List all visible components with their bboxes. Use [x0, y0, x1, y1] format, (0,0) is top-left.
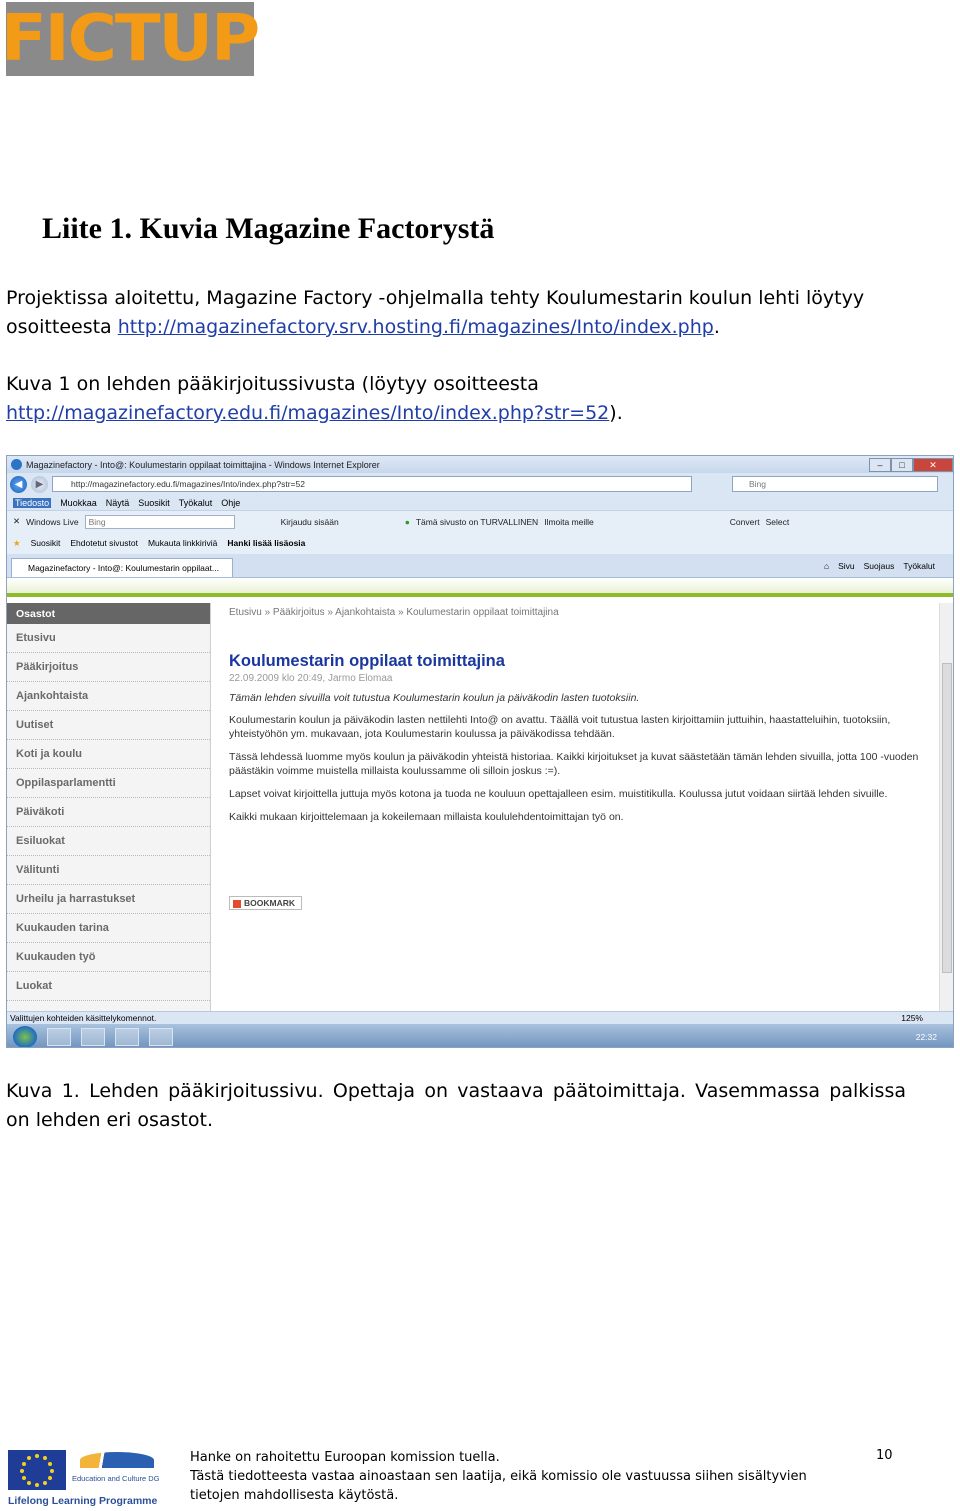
- page-number: 10: [876, 1448, 893, 1463]
- sidebar-item[interactable]: Kuukauden tarina: [7, 914, 210, 943]
- home-icon[interactable]: ⌂: [823, 561, 830, 571]
- star-icon: ★: [13, 537, 21, 548]
- status-bar: [7, 1011, 953, 1024]
- page-menu[interactable]: Sivu: [838, 561, 855, 571]
- taskbar: [7, 1024, 953, 1048]
- sidebar-item[interactable]: Välitunti: [7, 856, 210, 885]
- favorites-bar: [7, 532, 953, 554]
- menu-file[interactable]: Tiedosto: [15, 497, 50, 508]
- maximize-button[interactable]: □: [891, 458, 913, 472]
- figure-caption: Kuva 1. Lehden pääkirjoitussivu. Opettaja on vastaava päätoimittaja. Vasemmassa palkissa on lehden eri osastot.: [6, 1080, 906, 1131]
- article-paragraph: Koulumestarin koulun ja päiväkodin lasten nettilehti Into@ on avattu. Täällä voit tutustua lasten kirjoittamiin juttuihin, haastatteluihin, tuotoksiin, yhteistyöhön ym. mukavaan, jota Koulumestarin koulussa ja päiväkodissa tehdään.: [229, 714, 891, 740]
- sidebar-item[interactable]: Oppilasparlamentti: [7, 769, 210, 798]
- browser-tab[interactable]: Magazinefactory - Into@: Koulumestarin oppilaat...: [11, 558, 233, 577]
- menu-help[interactable]: Ohje: [221, 497, 241, 508]
- sidebar-item[interactable]: Kuukauden työ: [7, 943, 210, 972]
- window-title: Magazinefactory - Into@: Koulumestarin oppilaat toimittajina - Windows Internet Explorer: [26, 459, 380, 470]
- dg-logo: [72, 1450, 162, 1486]
- status-text: Valittujen kohteiden käsittelykomennot.: [10, 1013, 157, 1023]
- media-taskbar-icon[interactable]: [115, 1028, 139, 1046]
- live-toolbar: [7, 510, 953, 532]
- sections-sidebar: [7, 603, 211, 1011]
- menu-view[interactable]: Näytä: [105, 497, 130, 508]
- footer-text: [190, 1448, 850, 1505]
- folder-taskbar-icon[interactable]: [81, 1028, 105, 1046]
- bing-search-field[interactable]: Bing: [85, 515, 235, 529]
- intro-end: .: [713, 316, 720, 338]
- editorial-link[interactable]: http://magazinefactory.edu.fi/magazines/Into/index.php?str=52: [6, 402, 610, 424]
- close-button[interactable]: ✕: [913, 458, 953, 472]
- menu-edit[interactable]: Muokkaa: [60, 497, 97, 508]
- breadcrumb[interactable]: Etusivu » Pääkirjoitus » Ajankohtaista » Koulumestarin oppilaat toimittajina: [229, 607, 559, 618]
- sidebar-heading: Osastot: [7, 603, 210, 624]
- article-content: [229, 603, 941, 1011]
- search-input[interactable]: Bing: [732, 476, 938, 492]
- sidebar-item[interactable]: Esiluokat: [7, 827, 210, 856]
- article-paragraph: Lapset voivat kirjoittella juttuja myös kotona ja tuoda ne kouluun opettajalleen esim. muistitikulla. Koulussa jutut voidaan siirtää lehden sivuille.: [229, 788, 888, 800]
- safe-site-label[interactable]: Tämä sivusto on TURVALLINEN: [415, 516, 539, 527]
- sign-in-link[interactable]: Kirjaudu sisään: [280, 516, 339, 527]
- start-button[interactable]: [13, 1026, 37, 1048]
- menu-bar: [7, 495, 953, 510]
- intro-paragraph: [6, 284, 946, 342]
- report-link[interactable]: Ilmoita meille: [544, 516, 594, 527]
- sidebar-item[interactable]: Urheilu ja harrastukset: [7, 885, 210, 914]
- scroll-thumb[interactable]: [942, 663, 952, 973]
- bookmark-button[interactable]: BOOKMARK: [229, 896, 302, 910]
- fictup-logo: FICTUP: [1, 2, 259, 76]
- shield-icon: ●: [404, 516, 410, 527]
- intro-text: Projektissa aloitettu, Magazine Factory -ohjelmalla tehty Koulumestarin koulun lehti löytyy osoitteesta: [6, 287, 865, 338]
- sidebar-item[interactable]: Uutiset: [7, 711, 210, 740]
- address-row: [7, 473, 953, 495]
- convert-button[interactable]: Convert: [729, 516, 760, 527]
- browser-screenshot: [6, 455, 954, 1048]
- favorites-button[interactable]: Suosikit: [30, 538, 61, 548]
- select-button[interactable]: Select: [765, 516, 790, 527]
- dg-label: Education and Culture DG: [72, 1474, 160, 1483]
- footer-line: Hanke on rahoitettu Euroopan komission tuella.: [190, 1450, 500, 1465]
- security-menu[interactable]: Suojaus: [863, 561, 895, 571]
- article-title: Koulumestarin oppilaat toimittajina: [229, 652, 505, 670]
- ie-icon: [11, 459, 22, 470]
- customize-links[interactable]: Mukauta linkkiriviä: [147, 538, 218, 548]
- scrollbar[interactable]: [939, 603, 953, 1011]
- zoom-level[interactable]: 125%: [901, 1013, 923, 1023]
- article-date: 22.09.2009 klo 20:49, Jarmo Elomaa: [229, 673, 393, 684]
- sidebar-item[interactable]: Luokat: [7, 972, 210, 1001]
- llp-label: Lifelong Learning Programme: [8, 1495, 158, 1507]
- window-titlebar: [7, 456, 953, 473]
- forward-button[interactable]: ▶: [31, 476, 48, 493]
- menu-favorites[interactable]: Suosikit: [138, 497, 170, 508]
- page-title: Liite 1. Kuvia Magazine Factorystä: [42, 212, 495, 245]
- get-addons[interactable]: Hanki lisää lisäosia: [227, 538, 306, 548]
- close-toolbar-icon[interactable]: ✕: [13, 516, 21, 526]
- minimize-button[interactable]: –: [869, 458, 891, 472]
- ie-taskbar-icon[interactable]: [47, 1028, 71, 1046]
- suggested-sites[interactable]: Ehdotetut sivustot: [70, 538, 138, 548]
- footer-line: Tästä tiedotteesta vastaa ainoastaan sen laatija, eikä komissio ole vastuussa siihen sisältyvien tietojen mahdollisesta käytöstä.: [190, 1469, 807, 1503]
- article-paragraph: Tässä lehdessä luomme myös koulun ja päiväkodin yhteistä historiaa. Kaikki kirjoitukset ja kuvat säästetään tämän lehden sivuilla, jotta 100 -vuoden päästäkin voimme muistella millaista koulussamme oli silloin joskus :=).: [229, 751, 919, 777]
- figure-reference-paragraph: [6, 370, 946, 428]
- tools-menu[interactable]: Työkalut: [903, 561, 935, 571]
- windows-live-label[interactable]: Windows Live: [26, 516, 79, 527]
- sidebar-item[interactable]: Ajankohtaista: [7, 682, 210, 711]
- tab-row: [7, 554, 953, 578]
- app-taskbar-icon[interactable]: [149, 1028, 173, 1046]
- figref-text: Kuva 1 on lehden pääkirjoitussivusta (löytyy osoitteesta: [6, 373, 539, 395]
- article-lead: Tämän lehden sivuilla voit tutustua Koulumestarin koulun ja päiväkodin lasten tuotoksiin.: [229, 692, 640, 704]
- site-header-bar: [7, 578, 953, 597]
- sidebar-item[interactable]: Etusivu: [7, 624, 210, 653]
- article-paragraph: Kaikki mukaan kirjoittelemaan ja kokeilemaan millaista koululehdentoimittajan työ on.: [229, 811, 624, 823]
- figref-end: ).: [609, 402, 623, 424]
- back-button[interactable]: ◀: [10, 476, 27, 493]
- magazine-link[interactable]: http://magazinefactory.srv.hosting.fi/magazines/Into/index.php: [117, 316, 714, 338]
- eu-flag-logo: [8, 1450, 66, 1490]
- sidebar-item[interactable]: Pääkirjoitus: [7, 653, 210, 682]
- sidebar-item[interactable]: Koti ja koulu: [7, 740, 210, 769]
- clock: 22:32: [915, 1031, 937, 1042]
- sidebar-item[interactable]: Päiväkoti: [7, 798, 210, 827]
- address-bar[interactable]: http://magazinefactory.edu.fi/magazines/Into/index.php?str=52: [52, 476, 692, 492]
- menu-tools[interactable]: Työkalut: [178, 497, 213, 508]
